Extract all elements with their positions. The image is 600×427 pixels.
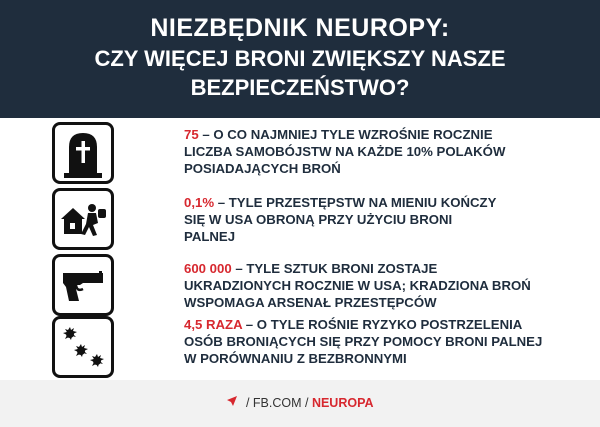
fact-line-2: LICZBA SAMOBÓJSTW NA KAŻDE 10% POLAKÓW — [184, 144, 506, 159]
fact-line-3: W PORÓWNANIU Z BEZBRONNYMI — [184, 351, 407, 366]
gravestone-icon — [52, 122, 114, 184]
fact-highlight: 0,1% — [184, 195, 215, 210]
fact-highlight: 4,5 RAZA — [184, 317, 243, 332]
fact-line-1: – TYLE PRZESTĘPSTW NA MIENIU KOŃCZY — [214, 195, 497, 210]
fact-text — [184, 126, 574, 177]
fact-line-1: – O TYLE ROŚNIE RYZYKO POSTRZELENIA — [242, 317, 523, 332]
fact-highlight: 75 — [184, 127, 199, 142]
fact-text — [184, 260, 574, 311]
fact-line-1: – O CO NAJMNIEJ TYLE WZROŚNIE ROCZNIE — [198, 127, 493, 142]
fact-text — [184, 194, 574, 245]
handgun-icon — [52, 254, 114, 316]
footer-brand[interactable]: NEUROPA — [311, 396, 374, 410]
fact-line-3: POSIADAJĄCYCH BROŃ — [184, 161, 341, 176]
fact-line-2: UKRADZIONYCH ROCZNIE W USA; KRADZIONA BROŃ — [184, 278, 531, 293]
fact-highlight: 600 000 — [184, 261, 232, 276]
page-title: NIEZBĘDNIK NEUROPY: — [150, 14, 450, 42]
burglar-house-icon — [52, 188, 114, 250]
footer-link-prefix: / FB.COM / — [245, 396, 309, 410]
footer — [0, 380, 600, 427]
fact-text — [184, 316, 574, 367]
page-subtitle-line-2: BEZPIECZEŃSTWO? — [190, 75, 410, 100]
fact-line-1: – TYLE SZTUK BRONI ZOSTAJE — [231, 261, 438, 276]
bullet-holes-icon — [52, 316, 114, 378]
fact-line-2: SIĘ W USA OBRONĄ PRZY UŻYCIU BRONI — [184, 212, 453, 227]
fact-line-3: WSPOMAGA ARSENAŁ PRZESTĘPCÓW — [184, 295, 437, 310]
fact-line-3: PALNEJ — [184, 229, 236, 244]
fact-line-2: OSÓB BRONIĄCYCH SIĘ PRZY POMOCY BRONI PALNEJ — [184, 334, 543, 349]
header-banner — [0, 0, 600, 118]
page-subtitle-line-1: CZY WIĘCEJ BRONI ZWIĘKSZY NASZE — [94, 46, 506, 71]
send-arrow-icon — [226, 380, 238, 427]
